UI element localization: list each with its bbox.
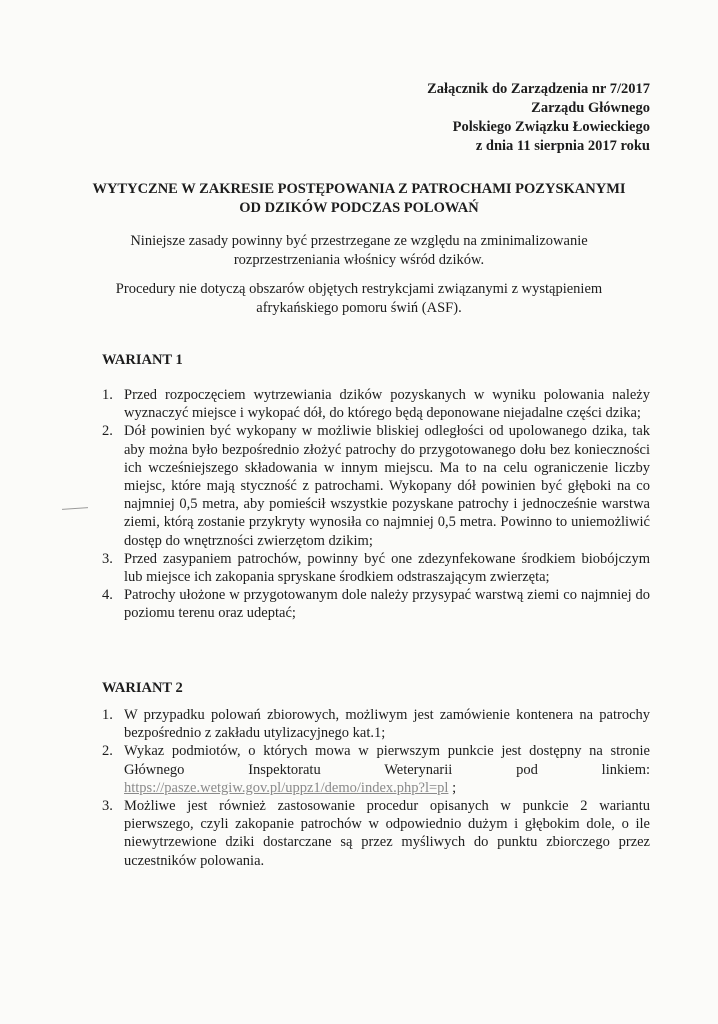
intro-paragraph-1 bbox=[90, 232, 628, 270]
item-number: 3. bbox=[102, 550, 113, 567]
item-text: W przypadku polowań zbiorowych, możliwym jest zamówienie kontenera na patrochy bezpośrednio z zakładu utylizacyjnego kat.1; bbox=[124, 707, 650, 742]
wariant-1-heading: WARIANT 1 bbox=[102, 352, 183, 368]
list-item bbox=[102, 706, 650, 742]
wariant-2-list bbox=[102, 706, 650, 870]
intro-p2-line-2: afrykańskiego pomoru świń (ASF). bbox=[256, 300, 462, 316]
attachment-header bbox=[427, 80, 650, 156]
item-number: 2. bbox=[102, 423, 113, 440]
intro-p2-line-1: Procedury nie dotyczą obszarów objętych restrykcjami związanymi z wystąpieniem bbox=[115, 281, 603, 297]
pen-mark bbox=[62, 507, 88, 510]
title-line-1: WYTYCZNE W ZAKRESIE POSTĘPOWANIA Z PATROCHAMI POZYSKANYMI bbox=[92, 181, 626, 197]
wariant-2-heading: WARIANT 2 bbox=[102, 680, 183, 696]
giw-link[interactable]: https://pasze.wetgiw.gov.pl/uppz1/demo/index.php?l=pl bbox=[124, 779, 449, 796]
link-suffix: ; bbox=[448, 779, 457, 796]
item-number: 2. bbox=[102, 743, 113, 760]
item-text: Możliwe jest również zastosowanie procedur opisanych w punkcie 2 wariantu pierwszego, czyli zakopanie patrochów w odpowiednio dużym i głębokim dole, o ile niewytrzewione dziki dostarczane są przez myśliwych do punktu zbiorczego przez uczestników polowania. bbox=[124, 798, 650, 869]
item-text: Wykaz podmiotów, o których mowa w pierwszym punkcie jest dostępny na stronie Głównego Inspektoratu Weterynarii pod linkiem: bbox=[124, 743, 650, 778]
item-text: Przed rozpoczęciem wytrzewiania dzików pozyskanych w wyniku polowania należy wyznaczyć miejsce i wykopać dół, do którego będą deponowane niejadalne części dzika; bbox=[124, 387, 650, 422]
item-number: 3. bbox=[102, 798, 113, 815]
item-number: 1. bbox=[102, 707, 113, 723]
header-line-3: Polskiego Związku Łowieckiego bbox=[452, 119, 650, 135]
intro-p1-line-1: Niniejsze zasady powinny być przestrzegane ze względu na zminimalizowanie bbox=[130, 233, 588, 249]
list-item bbox=[102, 742, 650, 797]
wariant-1-list bbox=[102, 386, 650, 623]
item-text: Patrochy ułożone w przygotowanym dole należy przysypać warstwą ziemi co najmniej do poziomu terenu oraz udeptać; bbox=[124, 587, 650, 622]
title-line-2: OD DZIKÓW PODCZAS POLOWAŃ bbox=[239, 200, 479, 216]
intro-paragraph-2 bbox=[90, 280, 628, 318]
header-line-4: z dnia 11 sierpnia 2017 roku bbox=[475, 138, 650, 154]
header-line-2: Zarządu Głównego bbox=[531, 100, 650, 116]
item-text: Przed zasypaniem patrochów, powinny być one zdezynfekowane środkiem biobójczym lub miejsce ich zakopania spryskane środkiem odstraszającym zwierzęta; bbox=[124, 550, 650, 586]
item-text: Dół powinien być wykopany w możliwie bliskiej odległości od upolowanego dzika, tak aby można było bezpośrednio złożyć patrochy do przygotowanego dołu bez konieczności ich wcześniejszego składowania w innym miejscu. Ma to na celu ograniczenie liczby miejsc, które mają styczność z patrochami. Wykopany dół powinien być głęboki na co najmniej 0,5 metra, aby pomieścił wszystkie pozyskane patrochy i jednocześnie warstwa ziemi, którą zostanie przykryty wynosiła co najmniej 0,5 metra. Powinno to uniemożliwić dostęp do wnętrzności zwierzętom dzikim; bbox=[124, 423, 650, 549]
item-number: 1. bbox=[102, 387, 113, 403]
list-item bbox=[102, 550, 650, 586]
document-title bbox=[40, 180, 678, 218]
header-line-1: Załącznik do Zarządzenia nr 7/2017 bbox=[427, 81, 650, 97]
list-item bbox=[102, 422, 650, 549]
list-item bbox=[102, 586, 650, 622]
list-item bbox=[102, 797, 650, 870]
intro-p1-line-2: rozprzestrzeniania włośnicy wśród dzików. bbox=[233, 252, 485, 268]
item-number: 4. bbox=[102, 587, 113, 604]
list-item bbox=[102, 386, 650, 422]
